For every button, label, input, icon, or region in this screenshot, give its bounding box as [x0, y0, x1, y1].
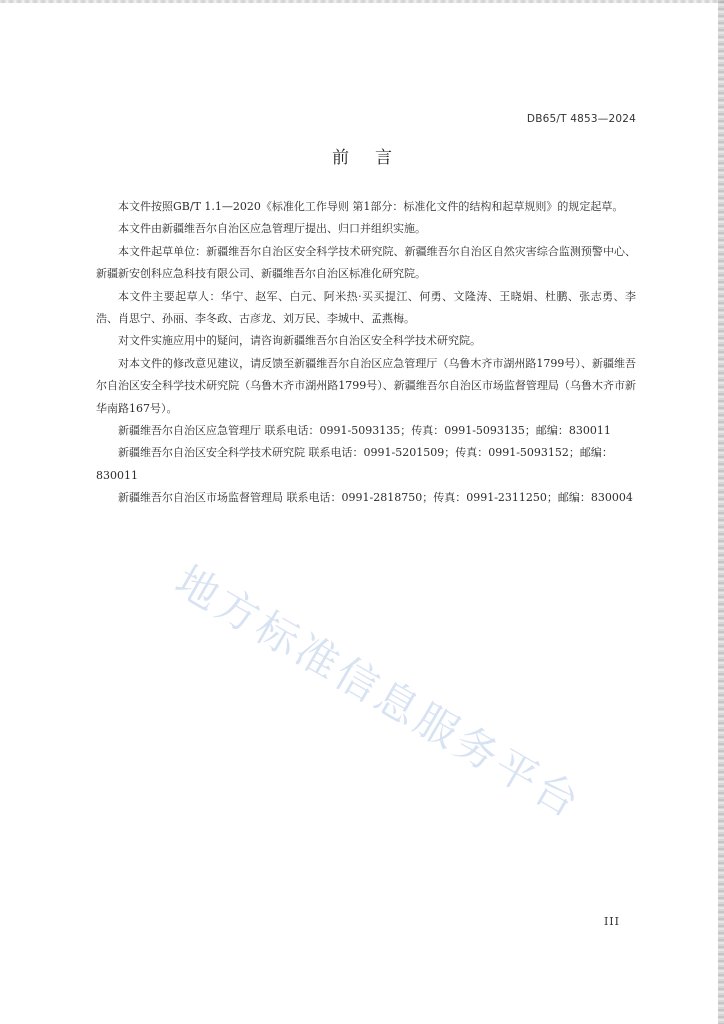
- contact-line-safety-institute-postal: 830011: [96, 468, 138, 482]
- paragraph-drafting-units: 本文件起草单位：新疆维吾尔自治区安全科学技术研究院、新疆维吾尔自治区自然灾害综合监测预警中心、新疆新安创科应急科技有限公司、新疆维吾尔自治区标准化研究院。: [96, 244, 636, 281]
- watermark-text: 地方标准信息服务平台: [167, 555, 591, 829]
- scan-edge-top: [0, 0, 724, 3]
- page-number: III: [603, 915, 620, 928]
- standard-code: DB65/T 4853—2024: [526, 113, 636, 125]
- paragraph-proposer: 本文件由新疆维吾尔自治区应急管理厅提出、归口并组织实施。: [118, 222, 426, 236]
- foreword-body: [96, 196, 636, 510]
- contact-line-safety-institute: 新疆维吾尔自治区安全科学技术研究院 联系电话：0991-5201509；传真：0991-5093152；邮编：: [118, 446, 613, 460]
- paragraph-drafting-rules: 本文件按照GB/T 1.1—2020《标准化工作导则 第1部分：标准化文件的结构和起草规则》的规定起草。: [118, 200, 624, 213]
- paragraph-inquiries: 对文件实施应用中的疑问，请咨询新疆维吾尔自治区安全科学技术研究院。: [118, 334, 481, 348]
- page-title: 前言: [332, 148, 418, 168]
- contact-line-market-regulation: 新疆维吾尔自治区市场监督管理局 联系电话：0991-2818750；传真：0991-2311250；邮编：830004: [118, 491, 633, 505]
- contact-line-emergency-dept: 新疆维吾尔自治区应急管理厅 联系电话：0991-5093135；传真：0991-5093135；邮编：830011: [118, 424, 611, 438]
- paragraph-feedback: 对本文件的修改意见建议，请反馈至新疆维吾尔自治区应急管理厅（乌鲁木齐市湖州路1799号）、新疆维吾尔自治区安全科学技术研究院（乌鲁木齐市湖州路1799号）、新疆维吾尔自治区市场监督管理局（乌鲁木齐市新华南路167号）。: [96, 356, 636, 415]
- paragraph-drafters: 本文件主要起草人：华宁、赵军、白元、阿米热·买买提江、何勇、文隆涛、王晓娟、杜鹏、张志勇、李浩、肖思宁、孙丽、李冬政、古彦龙、刘万民、李城中、孟燕梅。: [96, 289, 636, 326]
